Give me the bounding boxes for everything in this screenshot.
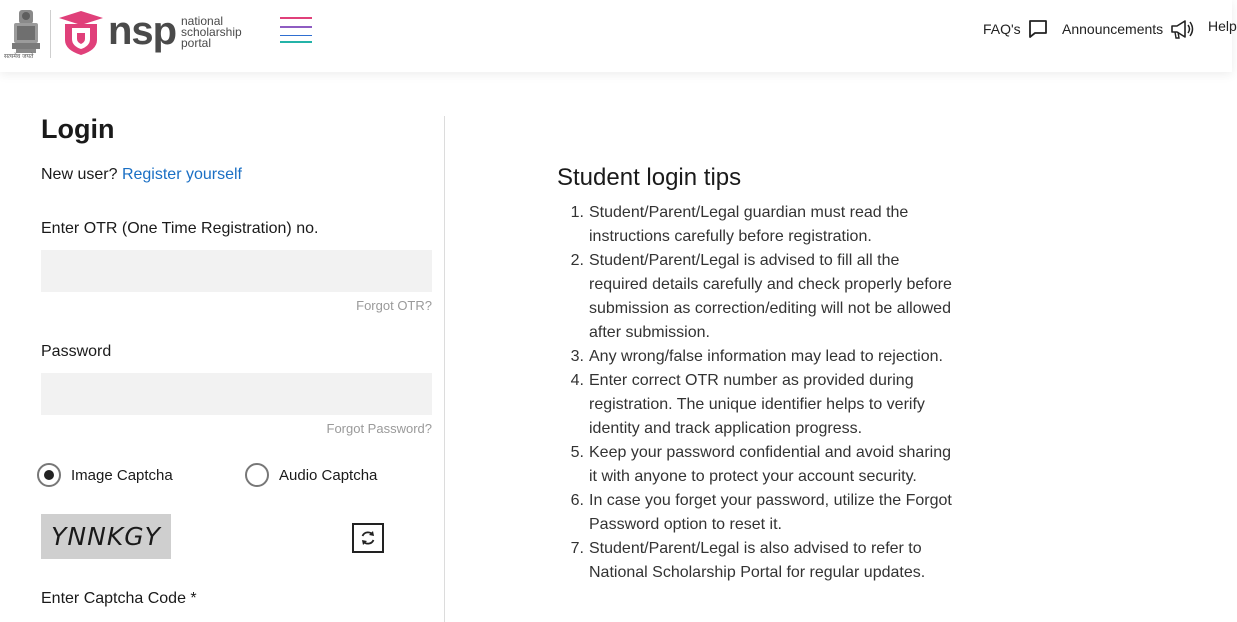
menu-line [280, 17, 312, 19]
menu-line [280, 35, 312, 36]
chat-bubble-icon [1027, 18, 1049, 40]
nav-faq-link[interactable] [983, 18, 1049, 40]
column-divider [444, 116, 445, 622]
emblem-caption: सत्यमेव जयते [4, 53, 34, 60]
refresh-icon [359, 529, 377, 547]
tip-item: 7. Student/Parent/Legal is also advised to refer to National Scholarship Portal for regular updates. [570, 540, 926, 581]
radio-circle [37, 463, 61, 487]
tip-item: 4. Enter correct OTR number as provided during registration. The unique identifier helps to verify identity and track application progress. [570, 372, 925, 437]
refresh-captcha-button[interactable] [352, 523, 384, 553]
nsp-logo-subtitle: national scholarship portal [181, 14, 242, 50]
tips-title: Student login tips [557, 164, 742, 191]
login-title: Login [41, 114, 115, 144]
otr-label: Enter OTR (One Time Registration) no. [41, 220, 319, 237]
otr-input[interactable] [41, 250, 432, 292]
menu-line [280, 41, 312, 43]
nav-announcements-link[interactable] [1062, 18, 1195, 40]
tip-item: 5. Keep your password confidential and avoid sharing it with anyone to protect your account security. [570, 444, 952, 485]
radio-dot [44, 470, 54, 480]
nsp-logo-text: nsp [108, 9, 177, 53]
tip-item: 2. Student/Parent/Legal is advised to fill all the required details carefully and check properly before submission as correction/editing will not be allowed after submission. [570, 252, 952, 341]
audio-captcha-label: Audio Captcha [279, 466, 378, 484]
register-link[interactable]: Register yourself [121, 166, 242, 183]
nsp-logo-icon[interactable] [57, 10, 105, 56]
menu-line [280, 26, 312, 28]
image-captcha-label: Image Captcha [71, 466, 173, 484]
tips-list [557, 201, 957, 585]
audio-captcha-radio[interactable] [245, 463, 377, 487]
tip-item: 1. Student/Parent/Legal guardian must read the instructions carefully before registration. [570, 204, 909, 245]
megaphone-icon [1169, 18, 1195, 40]
forgot-otr-link[interactable]: Forgot OTR? [356, 298, 432, 313]
nav-help-link[interactable] [1208, 18, 1237, 34]
tip-item: 3. Any wrong/false information may lead to rejection. [570, 348, 943, 365]
image-captcha-radio[interactable] [37, 463, 173, 487]
new-user-text: New user? [41, 166, 118, 183]
forgot-password-link[interactable]: Forgot Password? [326, 421, 432, 436]
captcha-code-label: Enter Captcha Code * [41, 590, 197, 607]
nav-help-label: Help [1208, 18, 1237, 34]
menu-hamburger-button[interactable] [280, 17, 312, 47]
radio-circle [245, 463, 269, 487]
nav-announcements-label: Announcements [1062, 21, 1164, 37]
captcha-image: YNNKGY [41, 514, 171, 559]
nav-faq-label: FAQ's [983, 21, 1021, 37]
header-divider [50, 10, 51, 58]
top-header [0, 0, 1237, 72]
password-input[interactable] [41, 373, 432, 415]
password-label: Password [41, 343, 112, 360]
new-user-line [41, 166, 242, 184]
tip-item: 6. In case you forget your password, utilize the Forgot Password option to reset it. [570, 492, 952, 533]
